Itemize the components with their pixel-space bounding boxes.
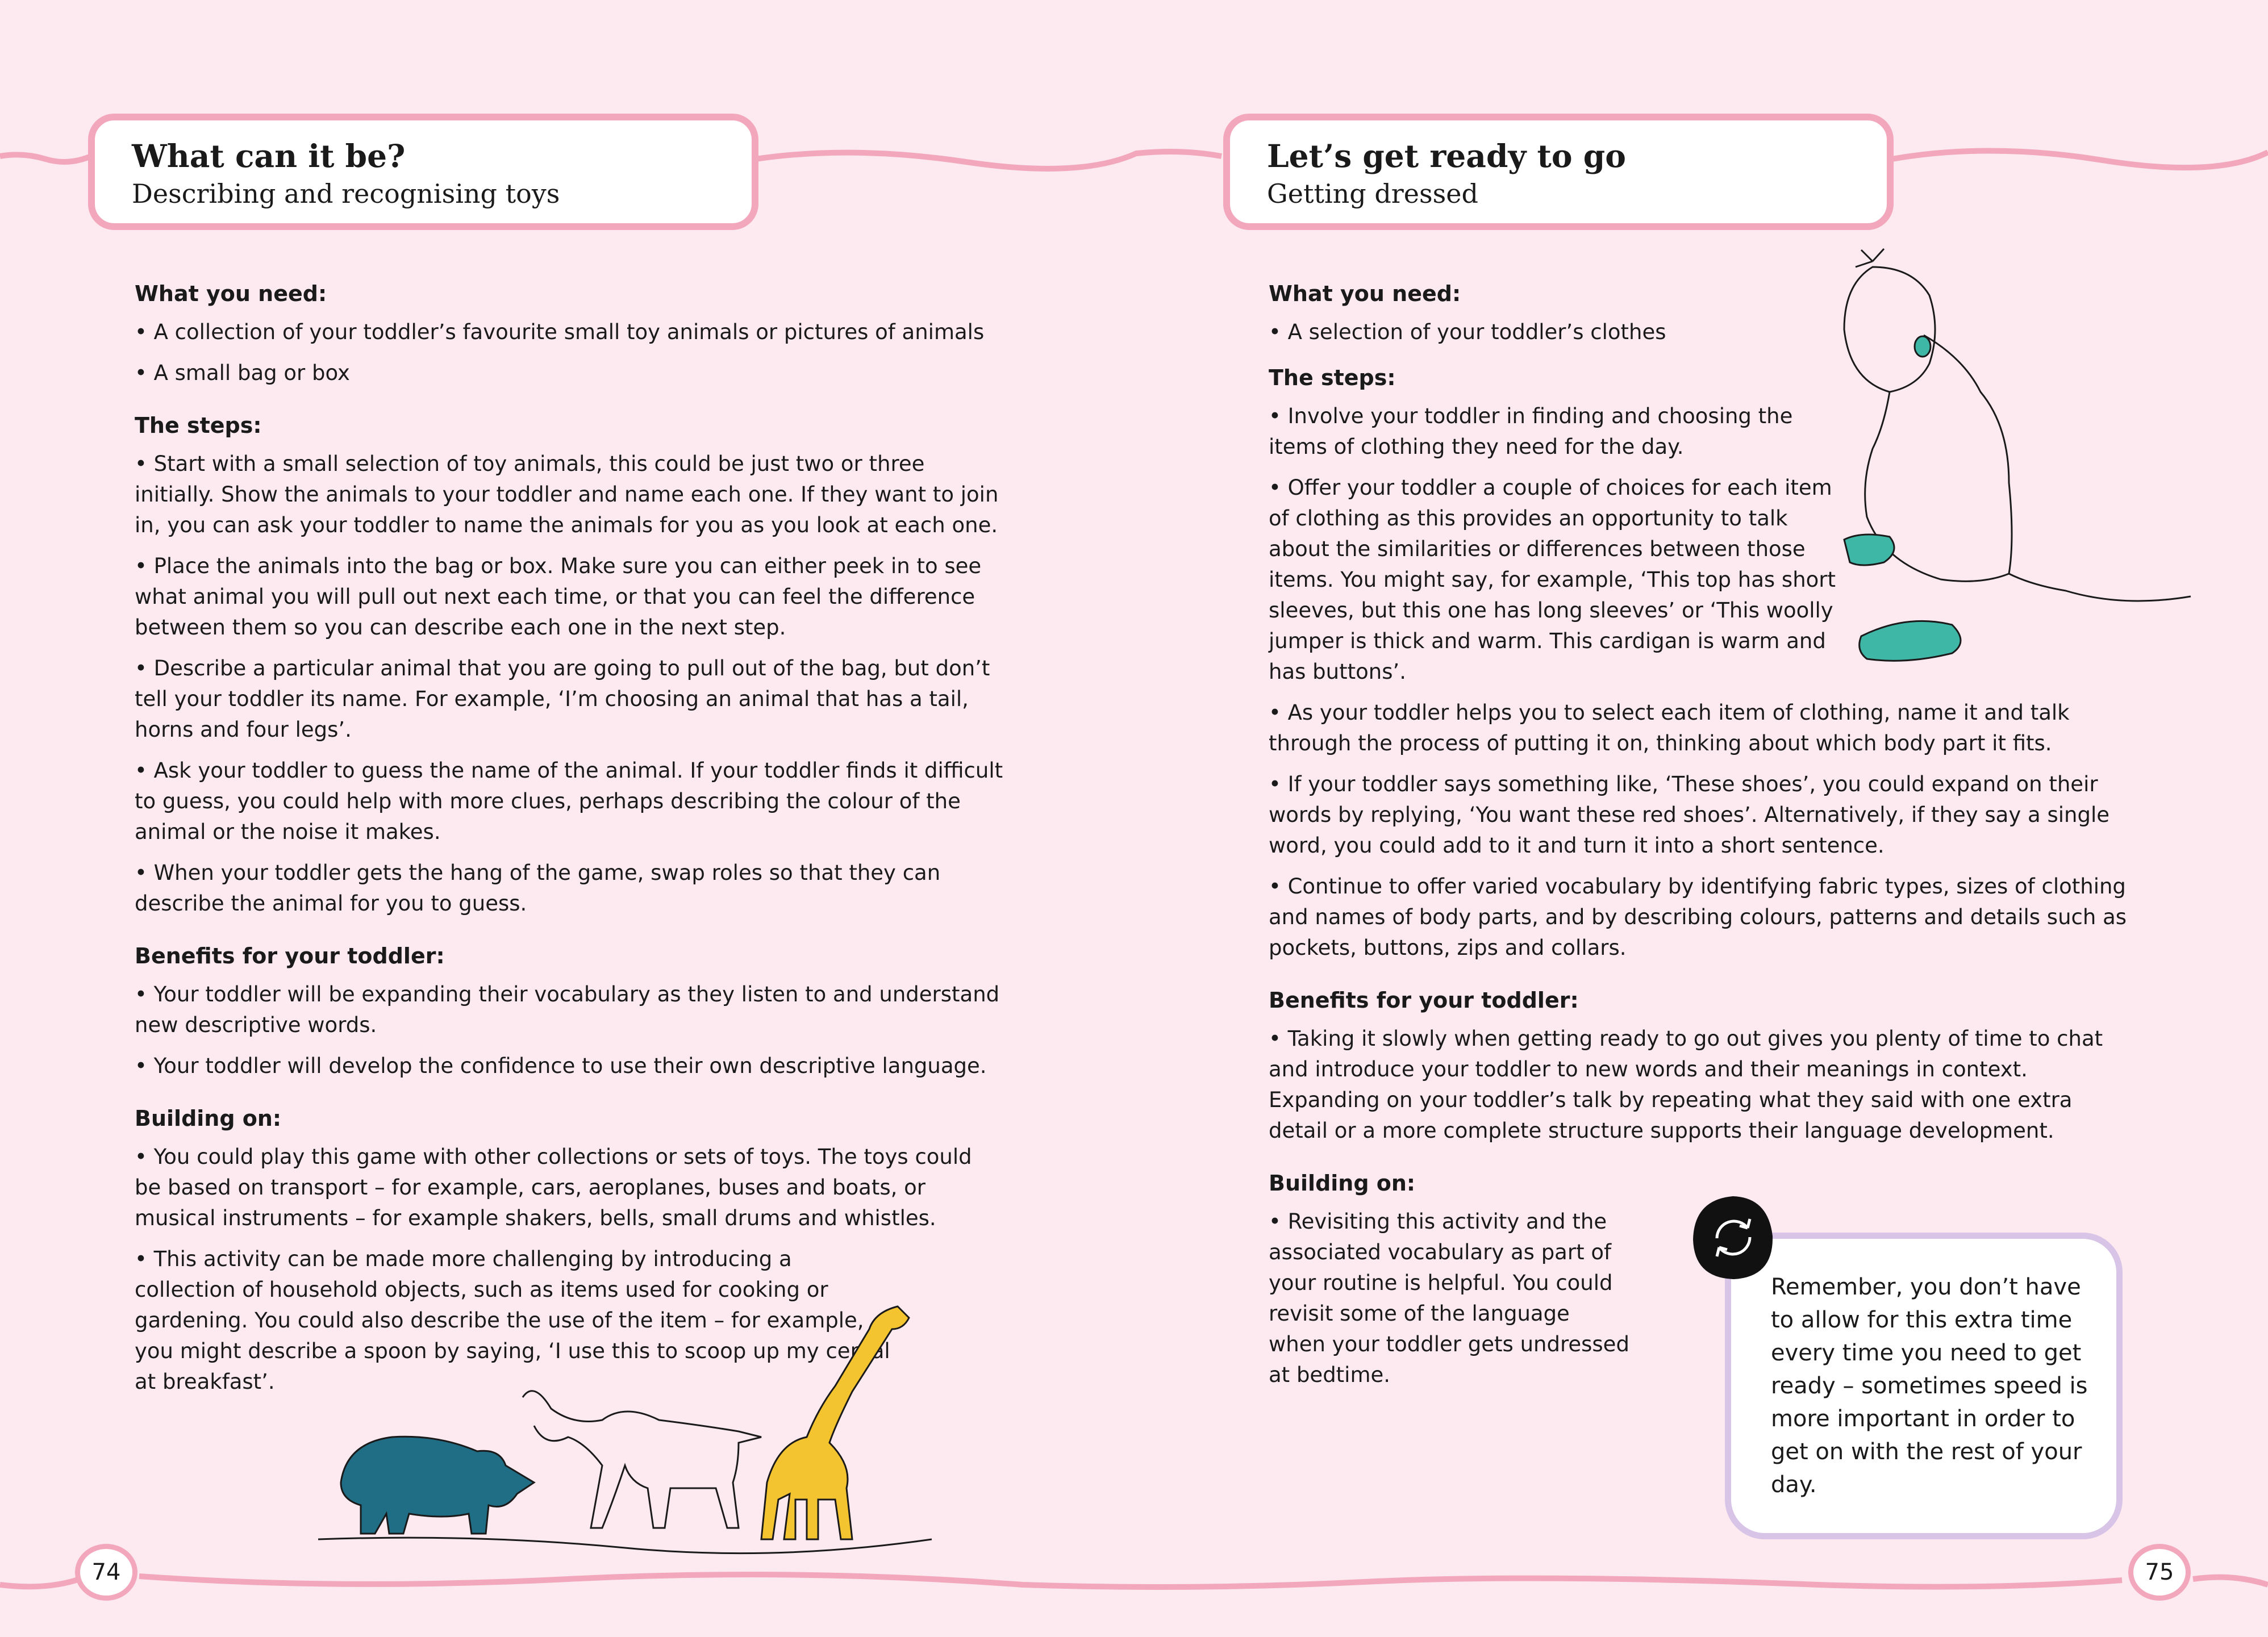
list-item: • If your toddler says something like, ‘These shoes’, you could expand on their words by replying, ‘You want these red shoes’. Alternatively, if they say a single word, you could add to it and turn it into a short sentence. <box>1269 772 2109 858</box>
list-item: • A collection of your toddler’s favourite small toy animals or pictures of animals <box>135 320 985 344</box>
list-item: • You could play this game with other collections or sets of toys. The toys could be based on transport – for example, cars, aeroplanes, buses and boats, or musical instruments – for example shakers, bells, small drums and whistles. <box>135 1145 972 1230</box>
list-item: • Place the animals into the bag or box. Make sure you can either peek in to see what animal you will pull out next each time, or that you can feel the difference between them so you can describe each one in the next step. <box>135 554 982 640</box>
benefits-section <box>1269 985 2138 1146</box>
steps-section <box>135 410 1004 919</box>
list-item: • Continue to offer varied vocabulary by identifying fabric types, sizes of clothing and names of body parts, and by describing colours, patterns and details such as pockets, buttons, zips and collars. <box>1269 874 2127 960</box>
page-title: Let’s get ready to go <box>1267 137 1626 174</box>
left-title-box <box>88 114 758 230</box>
list-item: • Start with a small selection of toy animals, this could be just two or three initially. Show the animals to your toddler and name each one. If they want to join in, you can ask your toddler to name the animals for you as you look at each one. <box>135 452 999 537</box>
section-heading: Benefits for your toddler: <box>135 943 445 968</box>
page-number: 75 <box>2128 1544 2191 1601</box>
right-title-box <box>1223 114 1894 230</box>
page-title: What can it be? <box>132 137 406 174</box>
list-item: • Describe a particular animal that you are going to pull out of the bag, but don’t tell your toddler its name. For example, ‘I’m choosing an animal that has a tail, horns and four legs’. <box>135 656 990 742</box>
list-item: • Your toddler will develop the confidence to use their own descriptive language. <box>135 1054 987 1078</box>
section-heading: What you need: <box>1269 281 1461 306</box>
page-number: 74 <box>75 1544 137 1601</box>
refresh-icon <box>1689 1192 1777 1283</box>
list-item: • This activity can be made more challenging by introducing a collection of household objects, such as items used for cooking or gardening. You could also describe the use of the item – for example, you might describe a spoon by saying, ‘I use this to scoop up my cereal at breakfast’. <box>135 1247 890 1394</box>
list-item: • A selection of your toddler’s clothes <box>1269 320 1666 344</box>
tip-text: Remember, you don’t have to allow for this extra time every time you need to get ready – sometimes speed is more important in order to get on with the rest of your day. <box>1771 1274 2088 1498</box>
tip-callout <box>1725 1233 2123 1539</box>
left-content <box>135 278 1004 1419</box>
list-item: • A small bag or box <box>135 361 350 385</box>
section-heading: Benefits for your toddler: <box>1269 988 1579 1013</box>
section-heading: The steps: <box>1269 365 1396 390</box>
section-heading: The steps: <box>135 413 262 438</box>
section-heading: Building on: <box>1269 1171 1416 1196</box>
page-subtitle: Describing and recognising toys <box>132 178 560 209</box>
list-item: • As your toddler helps you to select each item of clothing, name it and talk through the process of putting it on, thinking about which body part it fits. <box>1269 700 2070 755</box>
list-item: • Offer your toddler a couple of choices for each item of clothing as this provides an opportunity to talk about the similarities or differences between those items. You might say, for example, ‘This top has short sleeves, but this one has long sleeves’ or ‘This woolly jumper is thick and warm. This cardigan is warm and has buttons’. <box>1269 475 1836 684</box>
animals-illustration <box>307 1295 949 1562</box>
list-item: • Involve your toddler in finding and choosing the items of clothing they need for the day. <box>1269 404 1793 459</box>
list-item: • Taking it slowly when getting ready to go out gives you plenty of time to chat and introduce your toddler to new words and their meanings in context. Expanding on your toddler’s talk by repeating what they said with one extra detail or a more complete structure supports their language development. <box>1269 1026 2103 1143</box>
what-you-need-section <box>135 278 1004 389</box>
toddler-dressing-illustration <box>1838 244 2213 699</box>
list-item: • When your toddler gets the hang of the game, swap roles so that they can describe the animal for you to guess. <box>135 861 941 916</box>
list-item: • Revisiting this activity and the associated vocabulary as part of your routine is helpful. You could revisit some of the language when your toddler gets undressed at bedtime. <box>1269 1209 1629 1387</box>
section-heading: Building on: <box>135 1106 282 1131</box>
list-item: • Ask your toddler to guess the name of the animal. If your toddler finds it difficult to guess, you could help with more clues, perhaps describing the colour of the animal or the noise it makes. <box>135 758 1003 844</box>
benefits-section <box>135 941 1004 1081</box>
page-subtitle: Getting dressed <box>1267 178 1478 209</box>
section-heading: What you need: <box>135 281 327 306</box>
list-item: • Your toddler will be expanding their vocabulary as they listen to and understand new descriptive words. <box>135 982 1000 1037</box>
